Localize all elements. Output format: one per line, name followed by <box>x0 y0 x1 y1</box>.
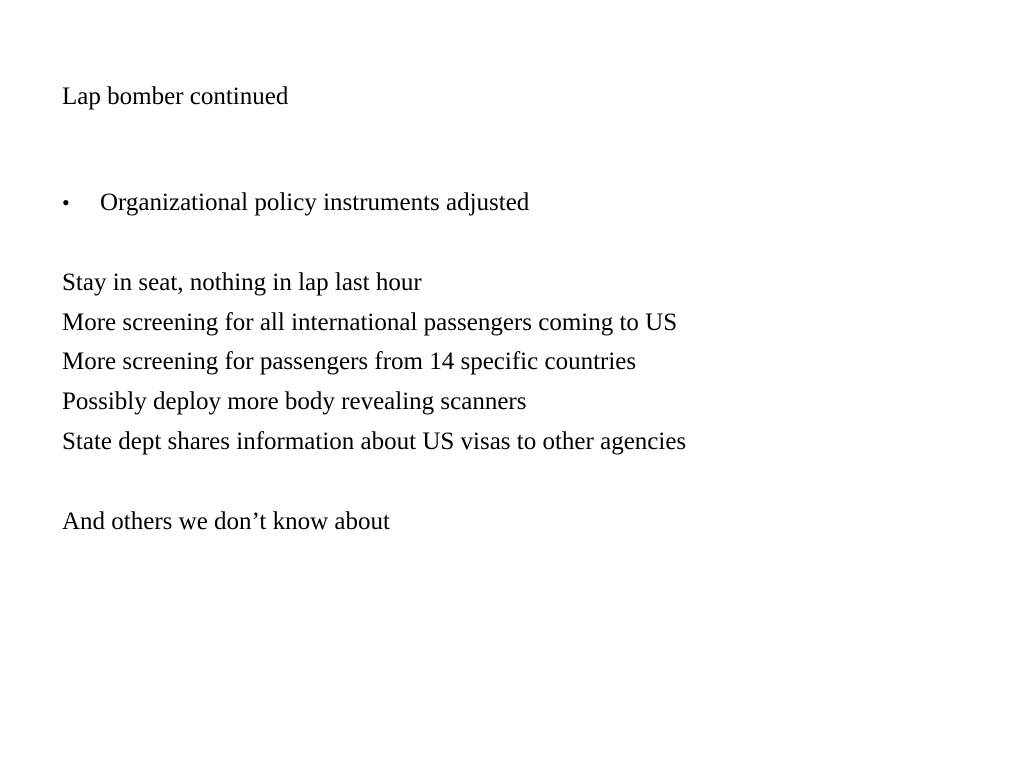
text-line-specific-countries: More screening for passengers from 14 specific countries <box>62 348 637 375</box>
bullet-text: Organizational policy instruments adjusted <box>100 189 530 216</box>
slide-title: Lap bomber continued <box>62 83 289 110</box>
closing-line: And others we don’t know about <box>62 508 390 535</box>
text-line-body-scanners: Possibly deploy more body revealing scanners <box>62 388 527 415</box>
text-line-state-dept-visas: State dept shares information about US visas to other agencies <box>62 428 687 455</box>
text-line-international-screening: More screening for all international passengers coming to US <box>62 309 678 336</box>
bullet-item <box>62 188 529 218</box>
bullet-icon: • <box>62 190 70 215</box>
text-line-stay-in-seat: Stay in seat, nothing in lap last hour <box>62 269 422 296</box>
